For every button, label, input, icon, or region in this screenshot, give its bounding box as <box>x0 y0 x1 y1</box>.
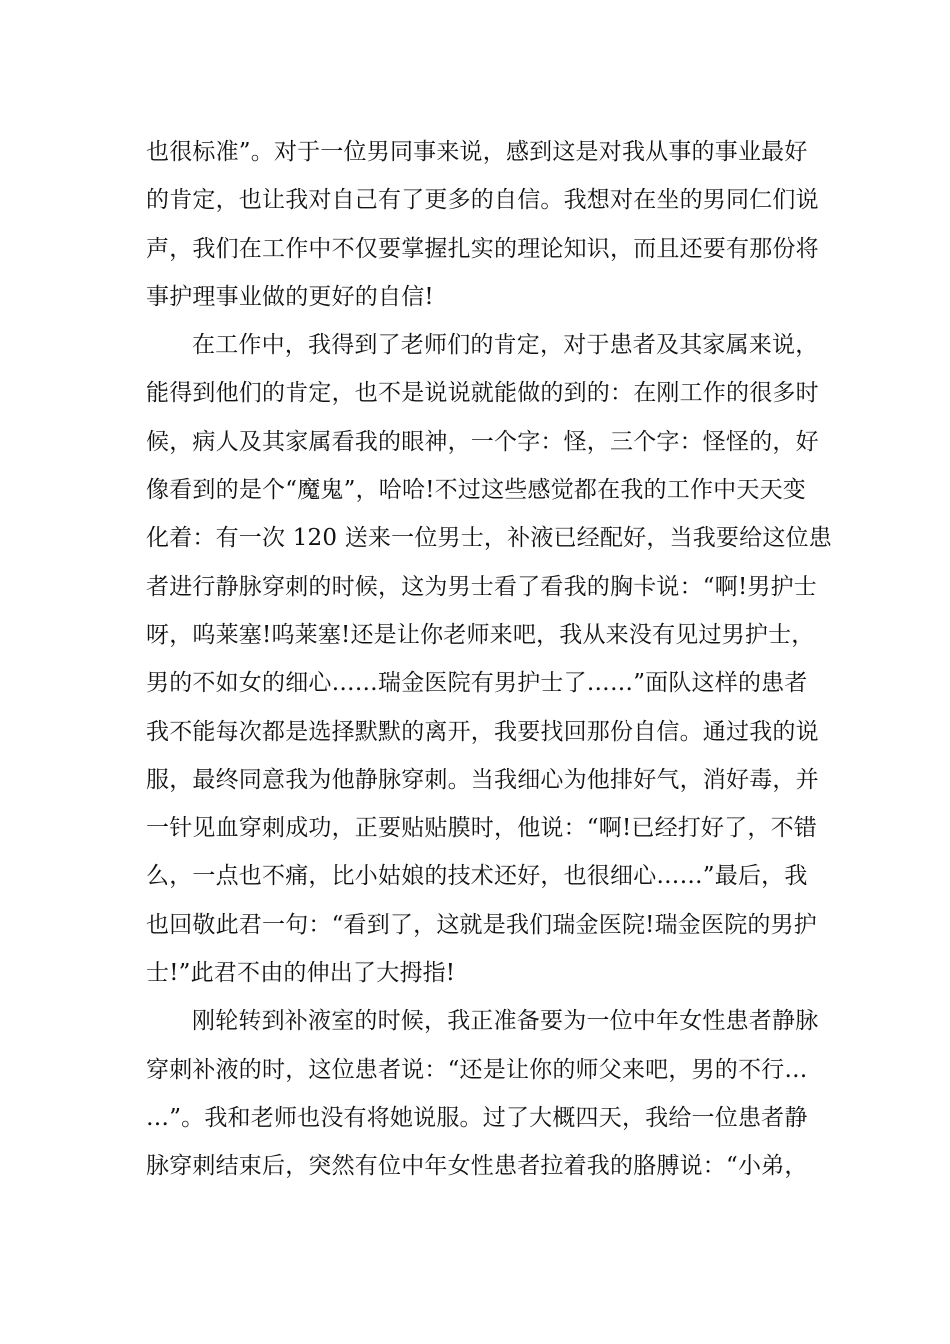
text-line: 的肯定，也让我对自己有了更多的自信。我想对在坐的男同仁们说 <box>146 187 819 214</box>
text-line: …”。我和老师也没有将她说服。过了大概四天，我给一位患者静 <box>146 1104 808 1131</box>
text-line: 事护理事业做的更好的自信! <box>146 283 434 310</box>
text-line: 在工作中，我得到了老师们的肯定，对于患者及其家属来说， <box>192 332 819 359</box>
text-line: 穿刺补液的时，这位患者说：“还是让你的师父来吧，男的不行… <box>146 1056 808 1083</box>
text-line: 像看到的是个“魔鬼”，哈哈!不过这些感觉都在我的工作中天天变 <box>146 477 806 504</box>
text-line: 一针见血穿刺成功，正要贴贴膜时，他说：“啊!已经打好了，不错 <box>146 815 818 842</box>
text-line: 男的不如女的细心……瑞金医院有男护士了……”面队这样的患者 <box>146 670 808 697</box>
text-line: 化着：有一次 120 送来一位男士，补液已经配好，当我要给这位患 <box>146 525 832 552</box>
text-line: 士!”此君不由的伸出了大拇指! <box>146 960 456 987</box>
text-line: 刚轮转到补液室的时候，我正准备要为一位中年女性患者静脉 <box>192 1008 819 1035</box>
text-line: 也很标准”。对于一位男同事来说，感到这是对我从事的事业最好 <box>146 139 808 165</box>
text-line: 能得到他们的肯定，也不是说说就能做的到的：在刚工作的很多时 <box>146 380 819 407</box>
text-line: 声，我们在工作中不仅要掌握扎实的理论知识，而且还要有那份将 <box>146 235 819 262</box>
text-line: 候，病人及其家属看我的眼神，一个字：怪，三个字：怪怪的，好 <box>146 428 819 455</box>
text-line: 也回敬此君一句：“看到了，这就是我们瑞金医院!瑞金医院的男护 <box>146 911 818 938</box>
text-line: 服，最终同意我为他静脉穿刺。当我细心为他排好气，消好毒，并 <box>146 766 819 793</box>
document-body <box>146 128 832 1191</box>
paragraph-2 <box>146 321 832 997</box>
text-line: 脉穿刺结束后，突然有位中年女性患者拉着我的胳膊说：“小弟， <box>146 1153 808 1180</box>
text-line: 么，一点也不痛，比小姑娘的技术还好，也很细心……”最后，我 <box>146 863 808 890</box>
paragraph-1 <box>146 128 819 321</box>
text-line: 我不能每次都是选择默默的离开，我要找回那份自信。通过我的说 <box>146 718 819 745</box>
text-line: 呀，呜莱塞!呜莱塞!还是让你老师来吧，我从来没有见过男护士， <box>146 621 815 648</box>
paragraph-3 <box>146 997 819 1190</box>
text-line: 者进行静脉穿刺的时候，这为男士看了看我的胸卡说：“啊!男护士 <box>146 573 818 600</box>
